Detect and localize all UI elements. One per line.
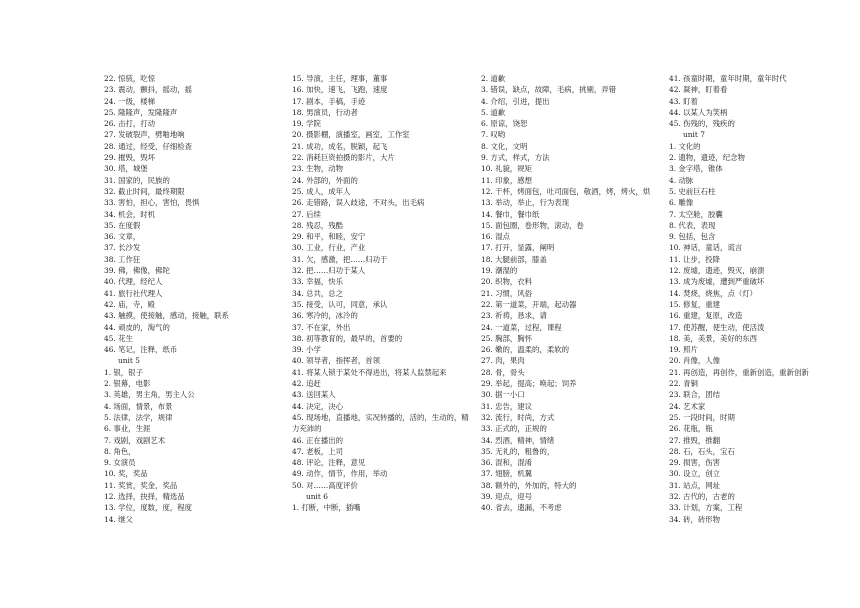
vocab-entry: 27. 肉，果肉 (481, 356, 525, 366)
vocab-entry: 23. 震动，颤抖，摇动，摇 (104, 85, 193, 95)
vocab-entry: 30. 工业，行业，产业 (292, 243, 366, 253)
vocab-entry: 30. 塔，城堡 (104, 164, 148, 174)
vocab-entry: 12. 废墟，遗迹，毁灭，崩溃 (669, 266, 765, 276)
vocab-entry: 33. 幸福，快乐 (292, 277, 344, 287)
vocab-entry: 38. 工作狂 (104, 254, 141, 264)
vocab-entry: 28. 通过，经受，仔细检查 (104, 141, 193, 151)
vocab-entry: 8. 角色， (104, 446, 136, 456)
vocab-entry: 18. 美，美景，美好的东西 (669, 333, 758, 343)
vocab-entry: 25. 一段时间，时期 (669, 412, 735, 422)
vocab-entry: 6. 事业，生涯 (104, 424, 151, 434)
vocab-entry: 20. 织物，衣料 (481, 277, 533, 287)
vocab-entry: 8. 代表，表现 (669, 220, 716, 230)
vocab-entry: 9. 女演员 (104, 458, 136, 468)
vocab-entry: 25. 隆隆声，发隆隆声 (104, 107, 178, 117)
unit-heading: unit 6 (306, 491, 328, 501)
vocab-entry: 30. 据一小口 (481, 390, 525, 400)
vocab-entry: 40. 省去，遗漏，不考虑 (481, 503, 562, 513)
vocab-entry: 6. 原谅，饶恕 (481, 119, 528, 129)
vocab-entry: 43. 盯着 (669, 96, 698, 106)
vocab-entry: 31. 站点，网址 (669, 480, 721, 490)
vocab-entry: 39. 迎点，迎号 (481, 491, 533, 501)
vocab-entry: 39. 佛，佛像，佛陀 (104, 266, 170, 276)
vocab-entry: 8. 文化，文明 (481, 141, 528, 151)
vocab-entry: 13. 成为废墟，遭到严重破坏 (669, 277, 765, 287)
vocab-entry: 28. 骨，骨头 (481, 367, 525, 377)
vocab-entry: 49. 动作，情节，作用，举动 (292, 469, 388, 479)
vocab-entry: 4. 场面，情景，布景 (104, 401, 173, 411)
vocab-entry: 2. 遗物，遗迹，纪念物 (669, 153, 745, 163)
vocab-entry: 50. 对……高度评价 (292, 480, 358, 490)
vocab-entry: 26. 走错路，误入歧途，不对头，出毛病 (292, 198, 425, 208)
vocab-entry: 16. 重建，复原，改造 (669, 311, 743, 321)
vocab-entry: 38. 初等教育的，最早的，首要的 (292, 333, 403, 343)
vocab-entry: 25. 胸部，胸怀 (481, 333, 533, 343)
vocab-entry: 26. 击打，打动 (104, 119, 156, 129)
vocab-entry: 41. 将某人锁于某处不得进出，将某人监禁起来 (292, 367, 447, 377)
vocab-entry: 28. 残忍，残酷 (292, 220, 344, 230)
vocab-entry: 24. 一道菜，过程，课程 (481, 322, 562, 332)
vocab-entry: 30. 设立，创立 (669, 469, 721, 479)
vocab-entry: 33. 正式的，正规的 (481, 424, 547, 434)
vocab-entry: 18. 大腿前部，膝盖 (481, 254, 547, 264)
vocab-entry: 43. 触摸，使接触，感动，接触，联系 (104, 311, 229, 321)
vocab-entry: 17. 剧本，手稿，手迹 (292, 96, 366, 106)
vocab-entry: 16. 加快，速飞，飞跑，速度 (292, 85, 388, 95)
vocab-entry: 43. 送回某人 (292, 390, 336, 400)
vocab-entry: 45. 花生 (104, 333, 133, 343)
vocab-entry: 19. 潮湿的 (481, 266, 518, 276)
vocab-entry: 4. 动脉 (669, 175, 694, 185)
vocab-entry: 29. 和平，和睦，安宁 (292, 232, 366, 242)
vocab-entry: 21. 成功，成名，脱颖，起飞 (292, 141, 388, 151)
vocab-entry: 21. 再创造，再创作，重新创造，重新创新 (669, 367, 809, 377)
vocab-entry: 44. 顽皮的，淘气的 (104, 322, 170, 332)
vocab-entry: 36. 文章， (104, 232, 141, 242)
column-2 (292, 73, 472, 514)
vocab-entry: 31. 忠告，建议 (481, 401, 533, 411)
vocab-entry: 10. 神话，童话，谎言 (669, 243, 743, 253)
vocab-entry: 3. 错误，缺点，故障，毛病，挑剔，弄错 (481, 85, 617, 95)
vocab-entry: 13. 学位，度数，度，程度 (104, 503, 193, 513)
vocab-entry: 17. 打开，显露，阐明 (481, 243, 555, 253)
vocab-entry: 11. 印象，感想 (481, 175, 533, 185)
vocab-entry: 15. 修复，重建 (669, 299, 721, 309)
vocab-entry: 34. 烈酒，精神，情绪 (481, 435, 555, 445)
vocab-entry: 34. 机会，时机 (104, 209, 156, 219)
vocab-entry: 18. 男演员，行动者 (292, 107, 358, 117)
vocab-entry: 42. 庙，寺，殿 (104, 299, 156, 309)
vocab-entry: 24. 外部的，外面的 (292, 175, 358, 185)
vocab-entry: 37. 长沙发 (104, 243, 141, 253)
vocab-entry: 24. 艺术家 (669, 401, 706, 411)
vocab-entry: 36. 寒冷的，冰冷的 (292, 311, 358, 321)
vocab-entry: 7. 太空舱，胶囊 (669, 209, 723, 219)
vocab-entry: 41. 孩童时期，童年时期，童年时代 (669, 74, 787, 83)
vocab-entry: 13. 举动，举止，行为表现 (481, 198, 570, 208)
vocab-entry: 12. 选择，抉择，精选品 (104, 491, 185, 501)
vocab-entry: 22. 惊骇，吃惊 (104, 74, 156, 83)
vocab-entry: 24. 一级，楼梯 (104, 96, 156, 106)
vocab-entry: 5. 道歉 (481, 107, 506, 117)
column-4 (669, 73, 849, 525)
vocab-entry: 11. 让步，投降 (669, 254, 721, 264)
vocab-entry: 34. 砖，砖形物 (669, 514, 721, 524)
vocab-entry: 40. 代理，经纪人 (104, 277, 163, 287)
vocab-entry: 20. 摄影棚，演播室，画室，工作室 (292, 130, 410, 140)
vocab-entry: 12. 干杯，烤面包，吐司面包，敬酒，烤，烤火，烘 (481, 186, 651, 196)
vocab-entry: 35. 接受，认可，同意，承认 (292, 299, 388, 309)
column-3 (481, 73, 661, 514)
vocab-entry: 23. 联合，团结 (669, 390, 721, 400)
vocab-entry: 25. 成人，成年人 (292, 186, 351, 196)
vocab-entry: 22. 青铜 (669, 379, 698, 389)
vocab-entry: 14. 焚烧，烧焦，点（灯） (669, 288, 758, 298)
vocab-entry: 35. 无礼的，粗鲁的， (481, 446, 555, 456)
vocab-entry: 27. 发破裂声，劈啪地响 (104, 130, 185, 140)
vocab-entry: 29. 举起，提高；唤起；饲养 (481, 379, 577, 389)
vocab-entry: 47. 老板，上司 (292, 446, 344, 456)
vocab-entry: 40. 领导者，指挥者，首领 (292, 356, 381, 366)
vocab-entry: 33. 害怕，担心，害怕，畏惧 (104, 198, 200, 208)
vocab-entry: 1. 银，银子 (104, 367, 143, 377)
vocab-entry: 23. 生物，动物 (292, 164, 344, 174)
vocab-entry: 48. 评论，注释，意见 (292, 458, 366, 468)
vocab-entry: 46. 笔记，注释，纸币 (104, 345, 178, 355)
vocab-entry: 32. 古代的，古老的 (669, 491, 735, 501)
vocab-entry: 36. 混和，混淆 (481, 458, 533, 468)
vocab-entry: 29. 损害，伤害 (669, 458, 721, 468)
vocab-entry: 39. 小学 (292, 345, 321, 355)
vocab-entry: 2. 银幕，电影 (104, 379, 151, 389)
vocab-entry: 16. 湿点 (481, 232, 510, 242)
vocab-entry: 23. 祈祷，恳求，请 (481, 311, 547, 321)
vocab-entry: 11. 奖赏，奖金，奖品 (104, 480, 178, 490)
vocab-entry: 21. 习惯，风俗 (481, 288, 533, 298)
vocab-entry: 37. 翅膀，机翼 (481, 469, 533, 479)
vocab-entry: 9. 方式，样式，方法 (481, 153, 550, 163)
vocab-entry: 27. 后续 (292, 209, 321, 219)
vocab-entry: 9. 包括，包含 (669, 232, 716, 242)
vocab-entry: 2. 道歉 (481, 74, 506, 83)
vocab-entry: 32. 流行，时尚，方式 (481, 412, 555, 422)
vocab-entry: 10. 奖，奖品 (104, 469, 148, 479)
vocab-entry: 22. 消耗巨资拍摄的影片，大片 (292, 153, 395, 163)
vocab-entry: 14. 餐巾，餐巾纸 (481, 209, 540, 219)
vocab-entry: 44. 以某人为笑柄 (669, 107, 728, 117)
vocab-entry: 10. 礼貌，规矩 (481, 164, 533, 174)
vocab-entry: 38. 额外的，外加的，特大的 (481, 480, 577, 490)
vocab-entry: 19. 照片 (669, 345, 698, 355)
vocab-entry: 3. 金字塔，锥体 (669, 164, 723, 174)
vocab-entry: 37. 不在家，外出 (292, 322, 351, 332)
vocab-entry: 32. 把……归功于某人 (292, 266, 366, 276)
vocab-entry: 22. 第一道菜，开端，起动器 (481, 299, 577, 309)
vocab-entry: 35. 在度假 (104, 220, 141, 230)
vocab-entry: 5. 史前巨石柱 (669, 186, 716, 196)
vocab-entry: 31. 欠，感激，把……归功于 (292, 254, 388, 264)
column-1 (104, 73, 284, 525)
vocab-entry: 33. 计划，方案，工程 (669, 503, 743, 513)
vocab-entry: 42. 凝神，盯着看 (669, 85, 728, 95)
vocab-entry: 26. 嫩的，温柔的，柔软的 (481, 345, 570, 355)
vocab-entry: 5. 法律，法学，规律 (104, 412, 173, 422)
unit-heading: unit 7 (683, 130, 705, 140)
vocab-entry: 15. 导演，主任，理事，董事 (292, 74, 388, 83)
vocab-entry: 45. 伤残的，残疾的 (669, 119, 735, 129)
vocab-entry: 29. 摧毁，毁坏 (104, 153, 156, 163)
vocab-entry: 19. 学院 (292, 119, 321, 129)
vocab-entry: 14. 继父 (104, 514, 133, 524)
vocab-entry: 28. 石，石头，宝石 (669, 446, 735, 456)
vocab-entry: 1. 文化的 (669, 141, 701, 151)
unit-heading: unit 5 (118, 356, 140, 366)
vocab-entry: 32. 截止时间，最终期限 (104, 186, 185, 196)
vocab-entry: 45. 现场地，直播地，实况转播的，活的，生动的，精力充沛的 (292, 412, 469, 434)
vocab-entry: 4. 介绍，引进，提出 (481, 96, 550, 106)
vocab-entry: 34. 总共，总之 (292, 288, 344, 298)
vocab-entry: 26. 花瓶，瓶 (669, 424, 713, 434)
vocab-entry: 31. 国家的，民族的 (104, 175, 170, 185)
vocab-entry: 7. 戏剧，戏剧艺术 (104, 435, 166, 445)
vocab-entry: 15. 面包圈，卷形物，滚动，卷 (481, 220, 584, 230)
vocab-entry: 6. 雕像 (669, 198, 694, 208)
vocab-entry: 1. 打断，中断，插嘴 (292, 503, 361, 513)
vocab-entry: 46. 正在播出的 (292, 435, 344, 445)
vocab-entry: 17. 使苏醒，使生动，使活泼 (669, 322, 765, 332)
vocab-entry: 42. 追赶 (292, 379, 321, 389)
vocab-entry: 3. 英雄，男主角，男主人公 (104, 390, 195, 400)
vocab-entry: 7. 叹哟 (481, 130, 506, 140)
vocab-entry: 41. 旅行社代理人 (104, 288, 163, 298)
vocab-entry: 44. 决定，决心 (292, 401, 344, 411)
vocab-entry: 27. 推毁，推翻 (669, 435, 721, 445)
vocab-entry: 20. 肖像，人像 (669, 356, 721, 366)
